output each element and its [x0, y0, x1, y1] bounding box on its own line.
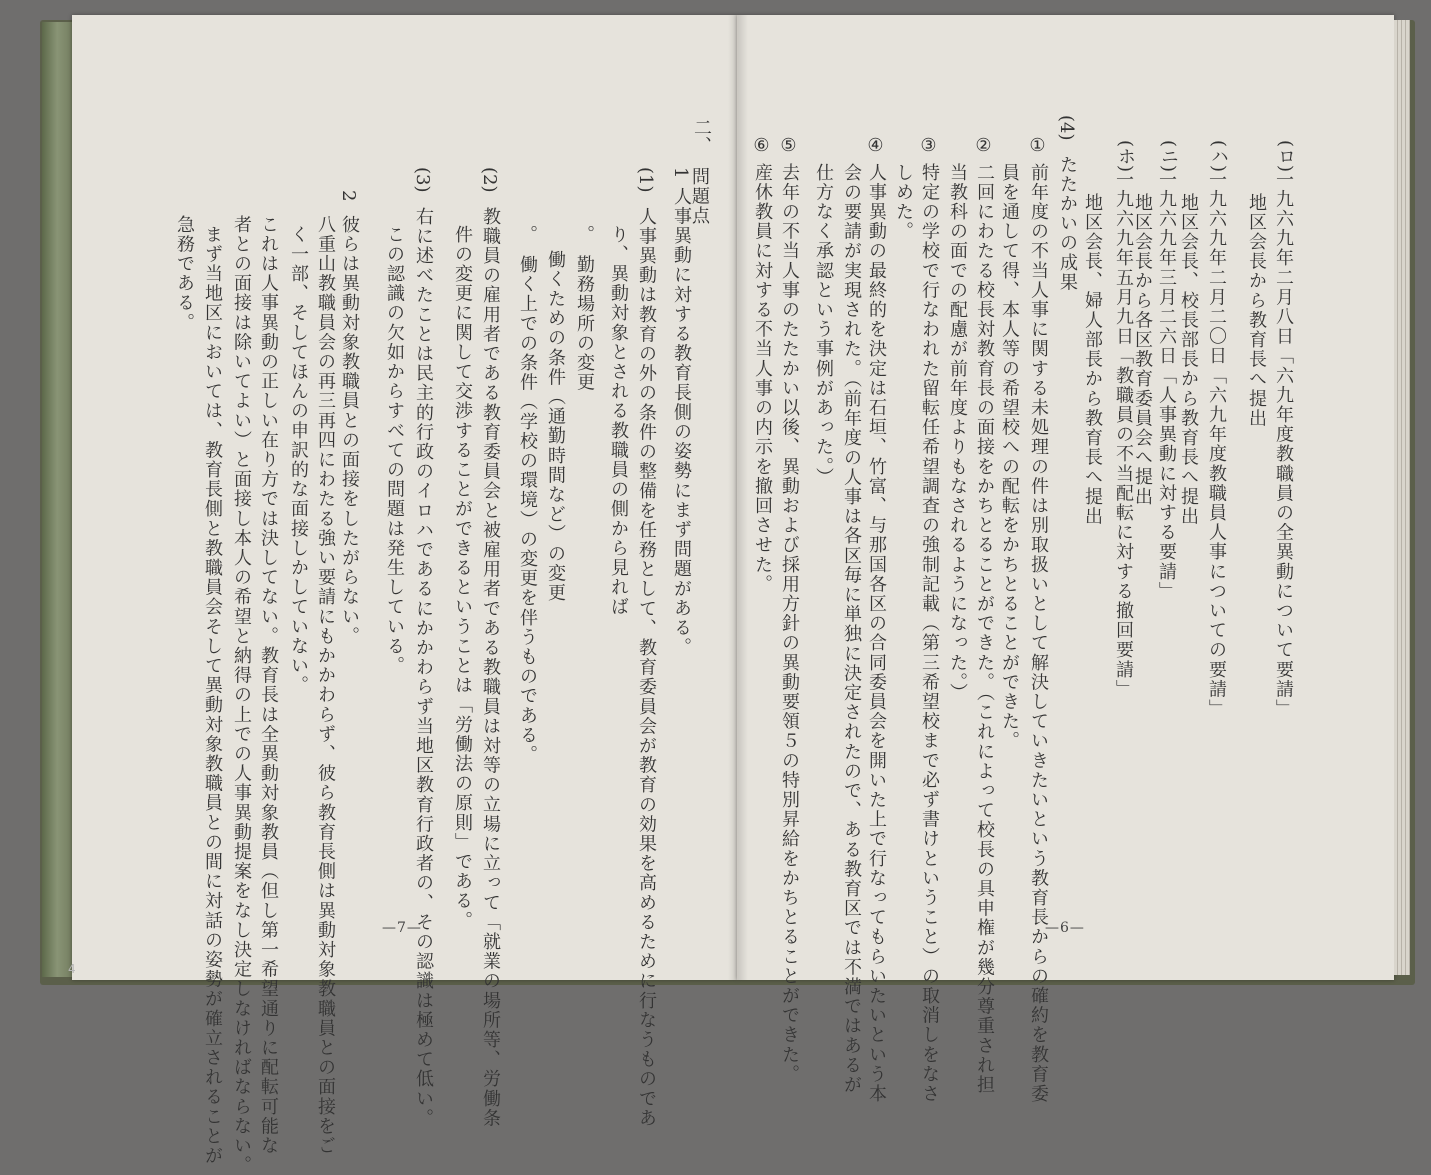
text-line-l2: 人事異動に対する教育長側の姿勢にまず問題がある。	[671, 187, 692, 658]
text-line-l3: 人事異動は教育の外の条件の整備を任務として、教育委員会が教育の効果を高めるために行なうものであ	[636, 207, 657, 1129]
text-line-l17: まず当地区においては、教育長側と教職員会そして異動対象教職員との間に対話の姿勢が確立されることが	[202, 225, 223, 1166]
right-page	[737, 15, 1394, 1104]
text-line-l13: 八重山教職員会の再三再四にわたる強い要請にもかかわらず、彼ら教育長側は異動対象教職員との面接をご	[315, 215, 336, 1156]
line-label-r1: (ロ)	[1275, 140, 1296, 173]
line-label-r9: (4)	[1056, 115, 1077, 141]
line-label-l3: (1)	[635, 167, 656, 193]
text-line-r8: 地区会長、婦人部長から教育長へ提出	[1082, 193, 1103, 527]
line-label-r16: ④	[865, 135, 886, 156]
corner-mark: 4	[68, 962, 76, 976]
text-line-l12: 彼らは異動対象教職員との面接をしたがらない。	[339, 215, 360, 647]
line-label-l10: (3)	[412, 167, 433, 193]
text-line-r17: 会の要請が実現された。（前年度の人事は各区毎に単独に決定されたので、ある教育区では不満ではあるが	[841, 163, 862, 1095]
text-line-r14: 特定の学校で行なわれた留転任希望調査の強制記載（第三希望校まで必ず書けということ）の取消しをなさ	[919, 163, 940, 1104]
text-line-r7: 一九六九年五月九日「教職員の不当配転に対する撤回要請」	[1113, 170, 1134, 700]
text-line-l10: 右に述べたことは民主的行政のイロハであるにかかわらず当地区教育行政者の、その認識は極めて低い。	[413, 207, 434, 1129]
text-line-r20: 産休教員に対する不当人事の内示を撤回させた。	[752, 163, 773, 595]
line-label-l12: 2	[338, 190, 359, 202]
text-line-l11: この認識の欠如からすべての問題は発生している。	[384, 225, 405, 676]
text-line-l1: 問題点	[689, 167, 710, 226]
text-line-r2: 地区会長から教育長へ提出	[1246, 193, 1267, 429]
line-label-r10: ①	[1027, 135, 1048, 156]
line-label-r7: (ホ)	[1115, 140, 1136, 173]
book-gutter	[728, 15, 748, 980]
text-line-r16: 人事異動の最終的を決定は石垣、竹富、与那国各区の合同委員会を開いた上で行なってもらいたいという本	[866, 163, 887, 1104]
line-label-l2: 1	[670, 167, 691, 179]
text-line-l8: 教職員の雇用者である教育委員会と被雇用者である教職員は対等の立場に立って「就業の場所等、労働条	[480, 207, 501, 1129]
text-line-r9: たたかいの成果	[1057, 155, 1078, 293]
text-line-l7: 。 働く上での条件（学校の環境）の変更を伴うものである。	[517, 225, 538, 765]
text-line-r18: 仕方なく承認という事例があった。）	[813, 163, 834, 488]
line-label-r5: (ニ)	[1158, 140, 1179, 173]
left-page	[72, 15, 737, 1175]
text-line-r3: 一九六九年二月二〇日「六九年度教職員人事についての要請」	[1206, 170, 1227, 719]
text-line-r15: しめた。	[893, 163, 914, 242]
text-line-l6: 働くための条件（通勤時間など）の変更	[545, 250, 566, 603]
text-line-r11: 員を通して得、本人等の希望校への配転をかちとることができた。	[999, 163, 1020, 751]
text-line-l18: 急務である。	[174, 215, 195, 333]
text-line-r5: 一九六九年三月二六日「人事異動に対する要請」	[1156, 170, 1177, 602]
text-line-l5: 。 勤務場所の変更	[574, 225, 595, 393]
text-line-l14: く一部、そしてほんの申訳的な面接しかしていない。	[288, 225, 309, 696]
page-edges	[1394, 20, 1410, 975]
line-label-r20: ⑥	[751, 135, 772, 156]
text-line-l9: 件の変更に関して交渉することができるということは「労働法の原則」である。	[452, 225, 473, 931]
text-line-l15: これは人事異動の正しい在り方では決してない。教育長は全異動対象教員（但し第一希望通りに配転可能な	[258, 215, 279, 1156]
line-label-l1: 二、	[691, 118, 712, 154]
text-line-l4: り、異動対象とされる教職員の側から見れば	[608, 225, 629, 617]
text-line-l16: 者との面接は除いてよい）と面接し本人の希望と納得の上での人事異動提案をなし決定しなければならない。	[231, 215, 252, 1175]
text-line-r1: 一九六九年二月八日「六九年度教職員の全異動について要請」	[1273, 170, 1294, 719]
right-page-number: —6—	[1045, 920, 1085, 936]
text-line-r13: 当教科の面での配慮が前年度よりもなされるようになった。）	[947, 163, 968, 703]
text-line-r10: 前年度の不当人事に関する未処理の件は別取扱いとして解決していきたいという教育長からの確約を教育委	[1028, 163, 1049, 1104]
line-label-r14: ③	[918, 135, 939, 156]
line-label-r3: (ハ)	[1208, 140, 1229, 173]
text-line-r6: 地区会長から各区教育委員会へ提出	[1132, 193, 1153, 507]
text-line-r4: 地区会長、校長部長から教育長へ提出	[1178, 193, 1199, 527]
line-label-r12: ②	[973, 135, 994, 156]
left-page-number: —7—	[382, 920, 422, 936]
text-line-r12: 二回にわたる校長対教育長の面接をかちとることができた。（これによって校長の具申権が幾分尊重され担	[974, 163, 995, 1095]
text-line-r19: 去年の不当人事のたたかい以後、異動および採用方針の異動要領５の特別昇給をかちとることができた。	[779, 163, 800, 1085]
line-label-l8: (2)	[479, 167, 500, 193]
line-label-r19: ⑤	[778, 135, 799, 156]
